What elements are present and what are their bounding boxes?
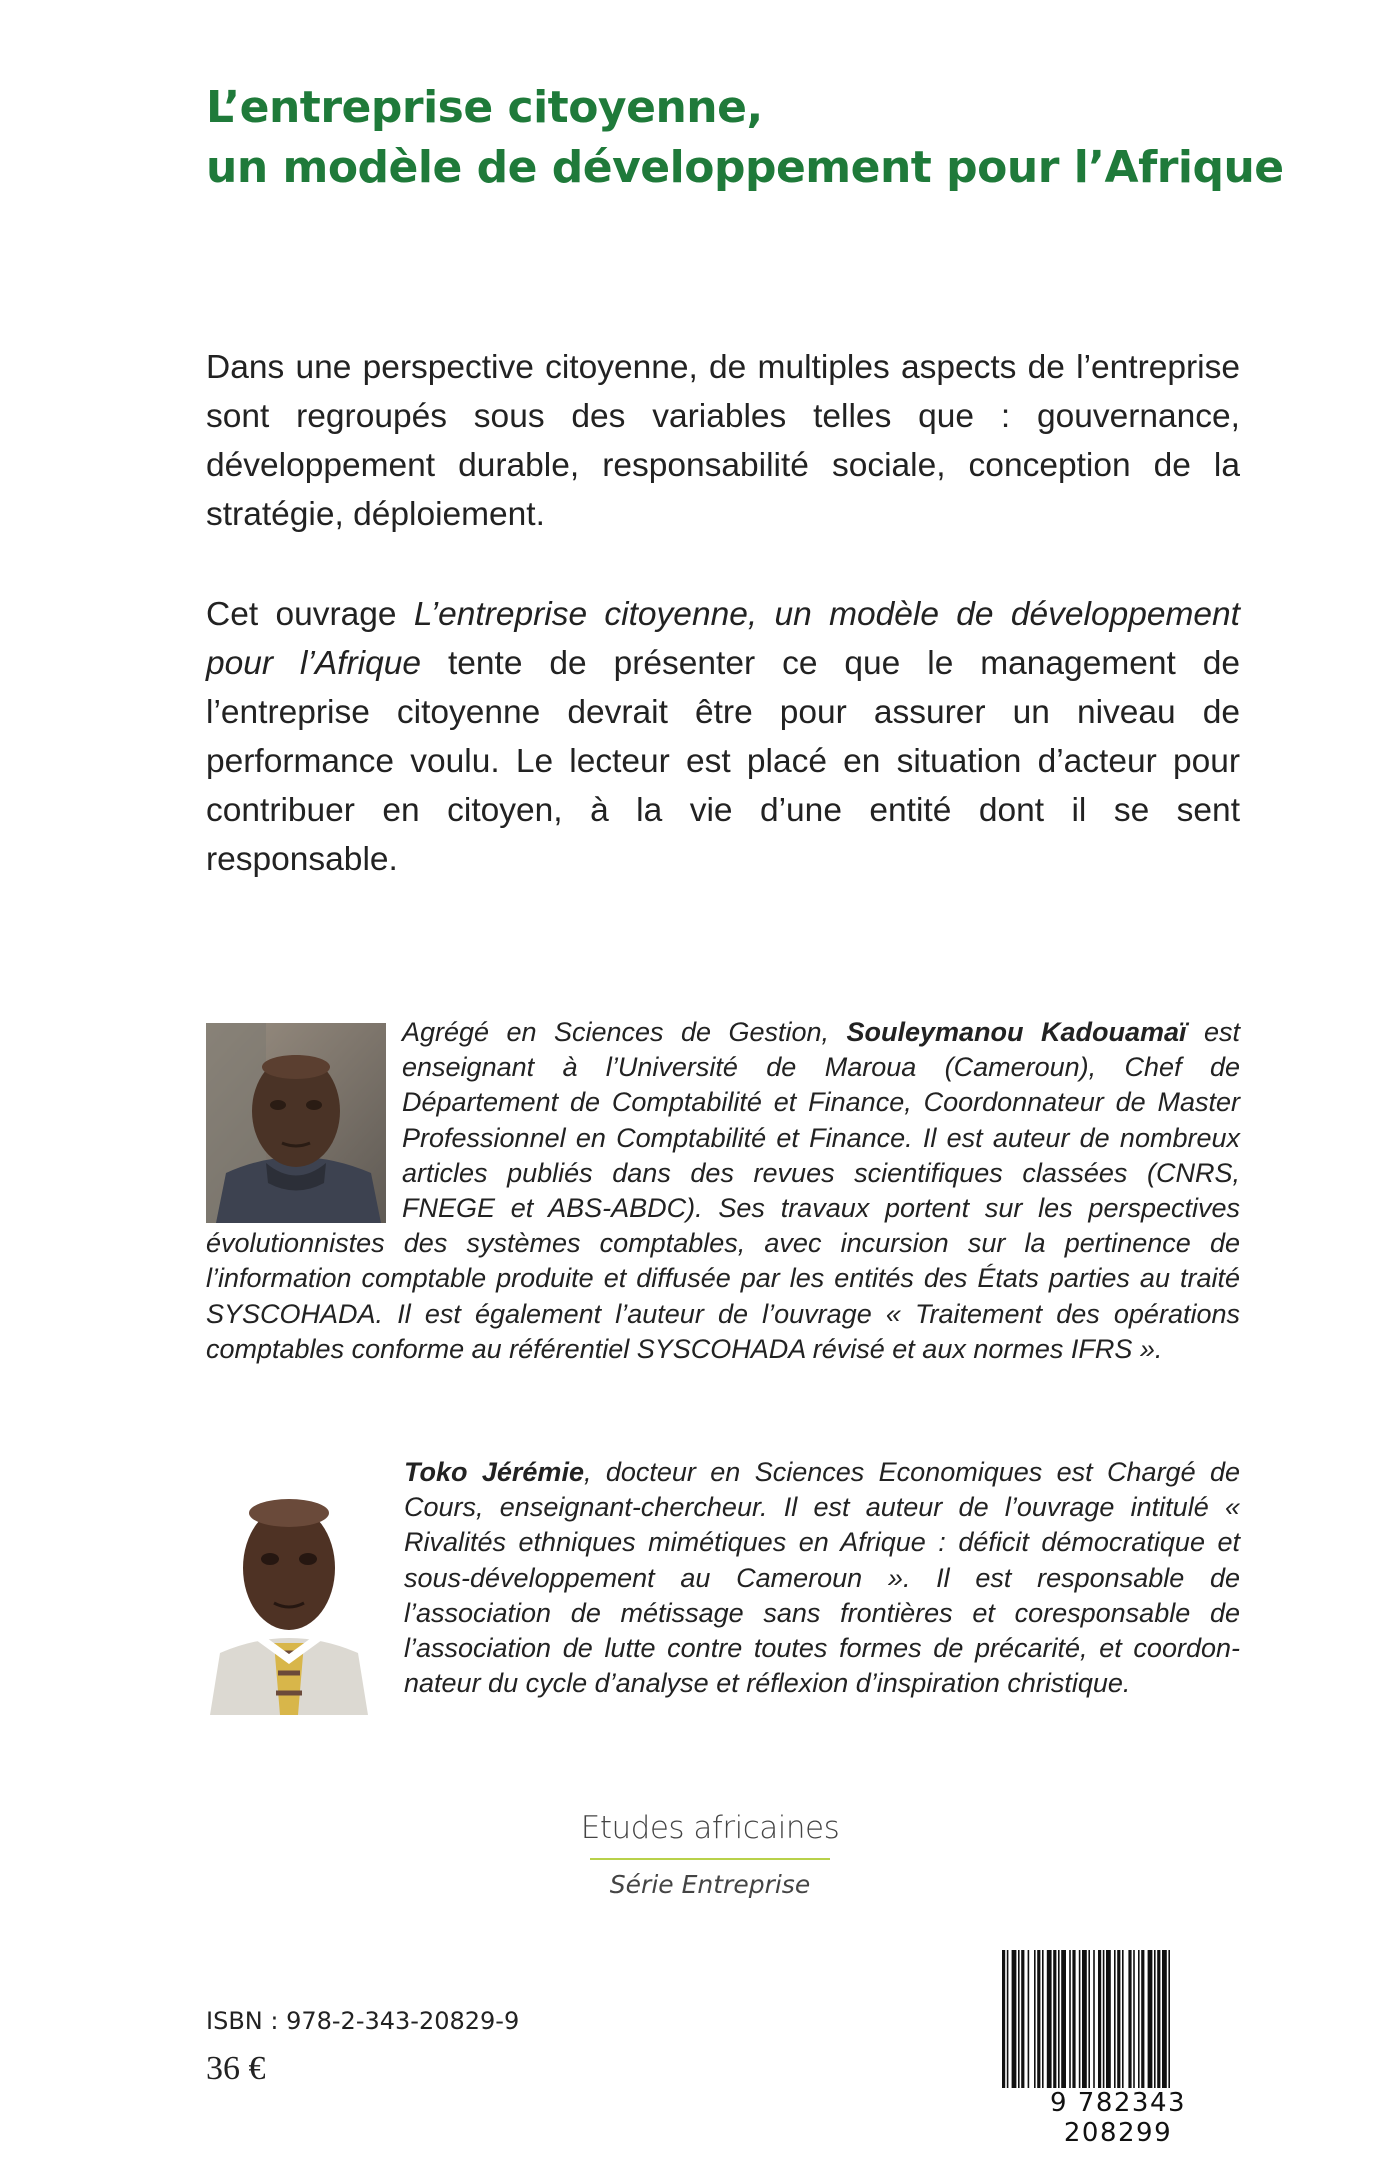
barcode-bar (1037, 1950, 1040, 2088)
author-1-name: Souleymanou Kadouamaï (846, 1017, 1187, 1047)
barcode-bar (1088, 1950, 1090, 2100)
barcode-bar (1012, 1950, 1017, 2088)
barcode-bar (1058, 1950, 1060, 2088)
author-bio-1 (206, 1015, 1240, 1367)
barcode-bar (1082, 1950, 1087, 2088)
barcode-bar (1117, 1950, 1120, 2088)
book-title (206, 78, 1306, 198)
summary-paragraph-2-end: tente de présenter ce que le management de l’entreprise citoyenne devrait être pour assurer un niveau de performance voulu. Le lecteur est placé en situation d’acteur pour contribuer en citoyen, à la vie d’une entité dont il se sent responsable. (206, 645, 1241, 878)
author-photo-kadouamai (206, 1023, 386, 1223)
series-divider (590, 1858, 830, 1860)
barcode-bar (1072, 1950, 1075, 2088)
barcode-bar (1103, 1950, 1105, 2088)
barcode-bar (1053, 1950, 1056, 2088)
barcode-bar (1042, 1950, 1044, 2088)
series-name: Etudes africaines (580, 1810, 840, 1846)
barcode-bar (1021, 1950, 1024, 2088)
barcode-bar (1098, 1950, 1101, 2088)
author-2-name: Toko Jérémie (404, 1457, 584, 1487)
isbn: ISBN : 978-2-343-20829-9 (206, 2007, 520, 2035)
barcode-bar (1007, 1950, 1009, 2100)
summary-paragraph-2 (206, 590, 1240, 884)
barcode-bar (1128, 1950, 1131, 2088)
barcode-bar (1079, 1950, 1081, 2088)
barcode-bar (1168, 1950, 1170, 2100)
barcode-digits: 9 782343 208299 (998, 2088, 1238, 2148)
barcode-bar (1138, 1950, 1140, 2088)
barcode-bar (1141, 1950, 1144, 2088)
barcode-bar (1114, 1950, 1116, 2088)
barcode-bar (1133, 1950, 1135, 2088)
book-title-line-1: L’entreprise citoyenne, (206, 82, 763, 133)
barcode-bar (1122, 1950, 1124, 2088)
barcode-bar (1093, 1950, 1095, 2088)
barcode-bar (1002, 1950, 1005, 2100)
summary-paragraph-2-start: Cet ouvrage (206, 596, 414, 633)
author-1-text: est enseignant à l’Université de Maroua (Cameroun), Chef de Département de Comptabilité et Finance, Coordonnateur de Master Professionnel en Comptabilité et Finance. Il est auteur de nombreux articles publiés dans des revues scientifiques classées (CNRS, FNEGE et ABS-ABDC). Ses travaux portent sur les perspectives évolutionnistes des systèmes comptables, avec incursion sur la pertinence de l’information comptable produite et diffusée par les entités des États parties au traité SYSCOHADA. Il est également l’auteur de l’ouvrage « Traitement des opérations comptables conforme au référentiel SYSCOHADA révisé et aux normes IFRS ». (206, 1017, 1240, 1364)
barcode-bar (1154, 1950, 1156, 2088)
barcode-bar (1157, 1950, 1160, 2088)
author-bio-2 (206, 1455, 1240, 1715)
author-1-intro: Agrégé en Sciences de Gestion, (402, 1017, 847, 1047)
barcode-icon (998, 1946, 1238, 2111)
summary-paragraph-1: Dans une perspective citoyenne, de multiples aspects de l’entreprise sont regroupés sous des variables telles que : gouvernance, développement durable, responsabilité sociale, conception de la stratégie, déploiement. (206, 349, 1240, 533)
series-subtitle: Série Entreprise (609, 1870, 811, 1899)
barcode-bar (1061, 1950, 1066, 2088)
barcode-bar (1047, 1950, 1052, 2088)
author-2-text: , docteur en Sciences Economiques est Chargé de Cours, enseignant-chercheur. Il est auteur de l’ouvrage intitulé « Rivalités ethniques mimétiques en Afrique : déficit démocratique et sous-développement au Cameroun ». Il est responsable de l’association de métissage sans frontières et coresponsable de l’association de lutte contre toutes formes de précarité, et coordonnateur du cycle d’analyse et réflexion d’inspiration christique. (404, 1457, 1241, 1699)
barcode-bar (1148, 1950, 1153, 2088)
barcode-bar (1028, 1950, 1030, 2088)
price: 36 € (206, 2050, 266, 2087)
barcode-bar (1018, 1950, 1020, 2088)
barcode-bar (1106, 1950, 1111, 2088)
summary-book-title: L’entreprise citoyenne, un modèle de développement pour l’Afrique (206, 596, 1240, 682)
barcode-bar (1162, 1950, 1167, 2088)
book-title-line-2: un modèle de développement pour l’Afrique (206, 142, 1284, 193)
barcode-bar (1069, 1950, 1071, 2088)
series-logo (560, 1808, 860, 1899)
author-photo-toko (206, 1463, 372, 1715)
barcode-bar (1034, 1950, 1036, 2088)
